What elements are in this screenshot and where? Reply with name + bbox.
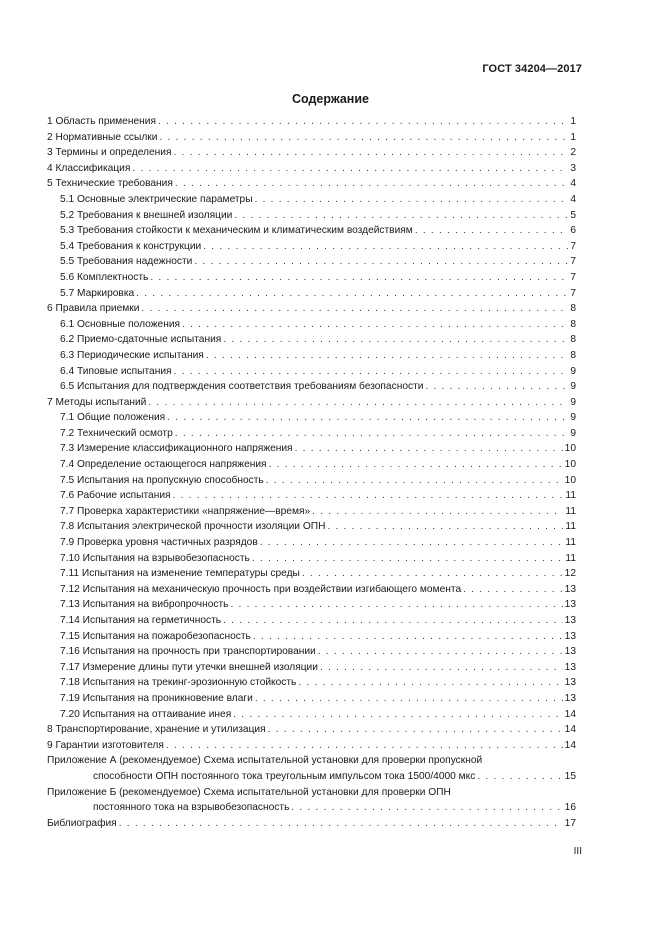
toc-entry[interactable] <box>47 130 576 146</box>
toc-page-number: 17 <box>564 817 576 829</box>
toc-entry-title: 6 Правила приемки <box>47 303 140 315</box>
toc-entry-title: 7.3 Измерение классификационного напряжения <box>60 443 293 455</box>
toc-leader-dots <box>167 410 568 426</box>
toc-leader-dots <box>234 208 568 224</box>
toc-leader-dots <box>203 239 568 255</box>
toc-page-number: 14 <box>564 708 576 720</box>
toc-page-number: 7 <box>570 240 576 252</box>
toc-leader-dots <box>223 332 568 348</box>
toc-page-number: 13 <box>564 599 576 611</box>
toc-entry-title: 7.8 Испытания электрической прочности изоляции ОПН <box>60 521 326 533</box>
toc-page-number: 2 <box>570 147 576 159</box>
toc-entry-title: 7.2 Технический осмотр <box>60 427 173 439</box>
toc-entry-title: 7.10 Испытания на взрывобезопасность <box>60 552 250 564</box>
toc-entry[interactable] <box>47 660 576 676</box>
toc-page-number: 9 <box>570 365 576 377</box>
toc-page-number: 8 <box>570 303 576 315</box>
toc-entry-title: 5 Технические требования <box>47 178 173 190</box>
toc-leader-dots <box>415 223 569 239</box>
toc-page-number: 13 <box>564 646 576 658</box>
toc-entry[interactable] <box>47 644 576 660</box>
toc-entry[interactable] <box>47 582 576 598</box>
toc-appendix-a[interactable] <box>47 753 576 784</box>
toc-leader-dots <box>233 707 562 723</box>
toc-entry-title: 9 Гарантии изготовителя <box>47 739 164 751</box>
toc-appendix-title-cont: постоянного тока на взрывобезопасность <box>93 802 290 814</box>
toc-entry-title: 6.4 Типовые испытания <box>60 365 172 377</box>
toc-leader-dots <box>320 660 563 676</box>
toc-entry[interactable] <box>47 629 576 645</box>
toc-bibliography[interactable] <box>47 816 576 832</box>
toc-appendix-b[interactable] <box>47 785 576 816</box>
toc-entry-title: 7.13 Испытания на вибропрочность <box>60 599 229 611</box>
toc-leader-dots <box>252 551 564 567</box>
toc-leader-dots <box>158 114 568 130</box>
toc-leader-dots <box>166 738 563 754</box>
toc-entry[interactable] <box>47 379 576 395</box>
toc-leader-dots <box>206 348 569 364</box>
toc-page-number: 6 <box>570 225 576 237</box>
toc-entry-title: 7.19 Испытания на проникновение влаги <box>60 692 253 704</box>
toc-leader-dots <box>194 254 568 270</box>
toc-leader-dots <box>298 675 562 691</box>
toc-leader-dots <box>136 286 568 302</box>
toc-leader-dots <box>150 270 568 286</box>
toc-page-number: 7 <box>570 256 576 268</box>
toc-leader-dots <box>173 145 568 161</box>
toc-entry-title: 5.3 Требования стойкости к механическим и климатическим воздействиям <box>60 225 413 237</box>
toc-entry[interactable] <box>47 566 576 582</box>
toc-page-number: 14 <box>564 724 576 736</box>
toc-leader-dots <box>141 301 568 317</box>
toc-page-number: 5 <box>570 209 576 221</box>
toc-leader-dots <box>291 800 562 816</box>
toc-entry-title: 3 Термины и определения <box>47 147 172 159</box>
toc-leader-dots <box>175 176 568 192</box>
toc-page-number: 1 <box>570 116 576 127</box>
toc-leader-dots <box>159 130 568 146</box>
toc-page-number: 13 <box>564 583 576 595</box>
toc-entry[interactable] <box>47 488 576 504</box>
toc-leader-dots <box>295 441 563 457</box>
toc-entry[interactable] <box>47 738 576 754</box>
toc-leader-dots <box>318 644 563 660</box>
toc-entry-title: 2 Нормативные ссылки <box>47 131 158 143</box>
toc-page-number: 8 <box>570 334 576 346</box>
toc-leader-dots <box>255 192 569 208</box>
toc-appendix-title: Приложение А (рекомендуемое) Схема испытательной установки для проверки пропускной <box>47 755 483 767</box>
toc-page-number: 9 <box>570 396 576 408</box>
toc-leader-dots <box>253 629 563 645</box>
toc-entry[interactable] <box>47 551 576 567</box>
toc-page-number: 13 <box>564 661 576 673</box>
toc-page-number: 16 <box>564 802 576 814</box>
toc-entry[interactable] <box>47 208 576 224</box>
toc-page-number: 11 <box>565 537 576 549</box>
toc-entry[interactable] <box>47 223 576 239</box>
toc-leader-dots <box>302 566 563 582</box>
toc-page-number: 13 <box>564 677 576 689</box>
toc-page-number: 9 <box>570 427 576 439</box>
toc-entry[interactable] <box>47 301 576 317</box>
toc-title: Содержание <box>291 92 369 106</box>
toc-entry-title: 7.17 Измерение длины пути утечки внешней изоляции <box>60 661 318 673</box>
toc-entry[interactable] <box>47 691 576 707</box>
toc-entry[interactable] <box>47 364 576 380</box>
toc-leader-dots <box>148 395 568 411</box>
toc-page-number: 11 <box>565 552 576 564</box>
toc-entry[interactable] <box>47 410 576 426</box>
toc-entry[interactable] <box>47 675 576 691</box>
toc-entry-title: 7.11 Испытания на изменение температуры среды <box>60 568 300 580</box>
toc-entry-title: 7.20 Испытания на оттаивание инея <box>60 708 232 720</box>
toc-entry-title: 6.2 Приемо-сдаточные испытания <box>60 334 222 346</box>
toc-leader-dots <box>223 613 563 629</box>
toc-page-number: 10 <box>564 443 576 455</box>
toc-entry[interactable] <box>47 239 576 255</box>
toc-leader-dots <box>269 457 563 473</box>
toc-page-number: 11 <box>565 505 576 517</box>
toc-entry[interactable] <box>47 707 576 723</box>
toc-entry-title: 6.5 Испытания для подтверждения соответствия требованиям безопасности <box>60 381 424 393</box>
toc-entry[interactable] <box>47 161 576 177</box>
toc-page-number: 4 <box>570 193 576 205</box>
toc-entry-title: 4 Классификация <box>47 162 131 174</box>
toc-entry[interactable] <box>47 504 576 520</box>
toc-entry-title: 7.18 Испытания на трекинг-эрозионную стойкость <box>60 677 297 689</box>
toc-entry[interactable] <box>47 317 576 333</box>
toc-page-number: 7 <box>570 271 576 283</box>
toc-entry[interactable] <box>47 395 576 411</box>
toc-leader-dots <box>477 769 562 785</box>
toc-entry[interactable] <box>47 441 576 457</box>
toc-entry-title: 7.16 Испытания на прочность при транспортировании <box>60 646 316 658</box>
toc-leader-dots <box>463 582 563 598</box>
toc-page-number: 9 <box>570 412 576 424</box>
standard-code: ГОСТ 34204—2017 <box>482 63 582 75</box>
toc-page-number: 11 <box>565 490 576 502</box>
toc-page-number: 12 <box>564 568 576 580</box>
toc-entry-title: 7 Методы испытаний <box>47 396 147 408</box>
toc-appendix-title: Приложение Б (рекомендуемое) Схема испытательной установки для проверки ОПН <box>47 786 451 798</box>
toc-entry[interactable] <box>47 535 576 551</box>
toc-entry[interactable] <box>47 613 576 629</box>
toc-entry-title: 5.1 Основные электрические параметры <box>60 193 253 205</box>
toc-page-number: 10 <box>564 459 576 471</box>
toc-entry-title: 8 Транспортирование, хранение и утилизация <box>47 724 266 736</box>
table-of-contents <box>47 114 576 831</box>
toc-entry[interactable] <box>47 519 576 535</box>
toc-leader-dots <box>132 161 568 177</box>
toc-leader-dots <box>266 473 563 489</box>
toc-page-number: 8 <box>570 349 576 361</box>
toc-page-number: 11 <box>565 521 576 533</box>
toc-entry[interactable] <box>47 145 576 161</box>
toc-entry[interactable] <box>47 597 576 613</box>
toc-page-number: 13 <box>564 615 576 626</box>
toc-entry-title: 7.12 Испытания на механическую прочность при воздействии изгибающего момента <box>60 583 462 595</box>
toc-page-number: 10 <box>564 474 576 486</box>
toc-page-number: 9 <box>570 381 576 393</box>
toc-leader-dots <box>119 816 563 832</box>
toc-entry[interactable] <box>47 114 576 130</box>
toc-page-number: 1 <box>570 131 576 143</box>
toc-entry[interactable] <box>47 332 576 348</box>
toc-entry-title: 7.1 Общие положения <box>60 412 166 424</box>
toc-leader-dots <box>312 504 563 520</box>
toc-entry[interactable] <box>47 426 576 442</box>
toc-leader-dots <box>174 364 569 380</box>
toc-page-number: 3 <box>570 162 576 174</box>
toc-leader-dots <box>425 379 568 395</box>
toc-leader-dots <box>255 691 563 707</box>
toc-entry-title: 5.5 Требования надежности <box>60 256 193 268</box>
toc-page-number: 8 <box>570 318 576 330</box>
toc-page-number: 4 <box>570 178 576 190</box>
toc-entry-title: Библиография <box>47 817 117 829</box>
toc-entry[interactable] <box>47 176 576 192</box>
toc-entry-title: 6.1 Основные положения <box>60 318 181 330</box>
toc-entry-title: 7.5 Испытания на пропускную способность <box>60 474 264 486</box>
toc-entry-title: 6.3 Периодические испытания <box>60 349 204 361</box>
toc-page-number: 13 <box>564 630 576 642</box>
toc-entry-title: 7.9 Проверка уровня частичных разрядов <box>60 537 258 549</box>
toc-entry-title: 7.4 Определение остающегося напряжения <box>60 459 267 471</box>
toc-entry[interactable] <box>47 457 576 473</box>
toc-entry-title: 7.6 Рабочие испытания <box>60 490 171 502</box>
toc-entry[interactable] <box>47 722 576 738</box>
toc-entry-title: 5.6 Комплектность <box>60 271 149 283</box>
toc-entry[interactable] <box>47 192 576 208</box>
toc-entry-title: 7.14 Испытания на герметичность <box>60 615 222 626</box>
toc-leader-dots <box>173 488 564 504</box>
toc-entry-title: 1 Область применения <box>47 116 156 127</box>
toc-leader-dots <box>260 535 564 551</box>
page-number: III <box>573 846 582 857</box>
toc-leader-dots <box>182 317 568 333</box>
toc-entry[interactable] <box>47 473 576 489</box>
toc-leader-dots <box>327 519 563 535</box>
toc-entry-title: 7.15 Испытания на пожаробезопасность <box>60 630 251 642</box>
toc-page-number: 15 <box>564 770 576 782</box>
toc-entry[interactable] <box>47 254 576 270</box>
toc-page-number: 14 <box>564 739 576 751</box>
toc-appendix-title-cont: способности ОПН постоянного тока треугольным импульсом тока 1500/4000 мкс <box>93 770 476 782</box>
toc-leader-dots <box>268 722 563 738</box>
toc-entry-title: 5.4 Требования к конструкции <box>60 240 202 252</box>
toc-entry[interactable] <box>47 348 576 364</box>
toc-page-number: 13 <box>564 692 576 704</box>
toc-entry[interactable] <box>47 270 576 286</box>
toc-leader-dots <box>230 597 562 613</box>
toc-entry-title: 7.7 Проверка характеристики «напряжение—время» <box>60 505 311 517</box>
toc-leader-dots <box>175 426 569 442</box>
toc-page-number: 7 <box>570 287 576 299</box>
toc-entry[interactable] <box>47 286 576 302</box>
toc-entry-title: 5.7 Маркировка <box>60 287 135 299</box>
toc-entry-title: 5.2 Требования к внешней изоляции <box>60 209 233 221</box>
